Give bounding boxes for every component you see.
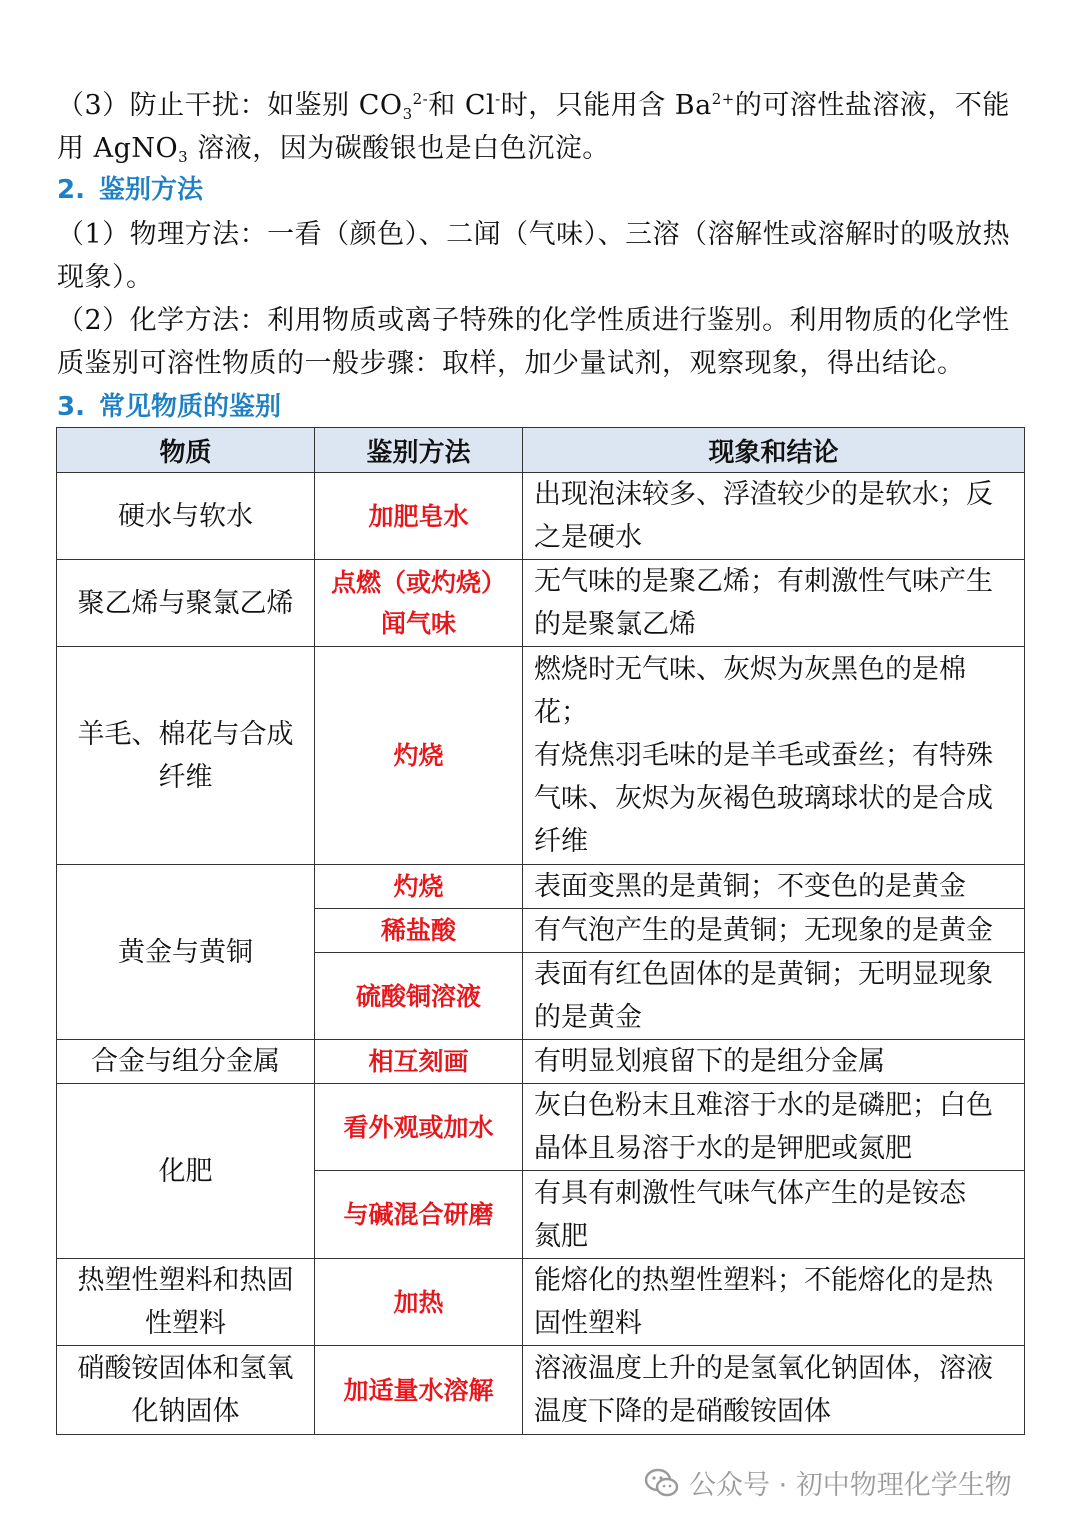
method-text: 灼烧 [393, 741, 444, 770]
result-text: 溶液温度上升的是氢氧化钠固体，溶液 [534, 1353, 993, 1384]
method-text: 加适量水溶解 [343, 1375, 494, 1405]
method-text: 相互刻画 [368, 1047, 469, 1076]
method-cell [315, 1040, 523, 1084]
method-cell [315, 1084, 523, 1171]
result-text: 温度下降的是硝酸铵固体 [534, 1396, 831, 1427]
method-text: 硫酸铜溶液 [355, 981, 481, 1011]
intro-paragraph [57, 84, 1027, 170]
table-row [57, 473, 1025, 560]
table-row [57, 647, 1025, 865]
result-text: 固性塑料 [534, 1308, 642, 1339]
substance-text: 性塑料 [145, 1308, 226, 1339]
result-cell [523, 909, 1025, 953]
substance-cell [57, 560, 315, 647]
result-cell [523, 560, 1025, 647]
table-row [57, 1084, 1025, 1171]
header-result: 现象和结论 [523, 428, 1025, 473]
section-2-heading: 2. 鉴别方法 [57, 175, 203, 205]
table-row [57, 560, 1025, 647]
method-cell [315, 647, 523, 865]
result-text: 表面变黑的是黄铜；不变色的是黄金 [534, 871, 966, 902]
substance-text: 化钠固体 [131, 1396, 240, 1427]
result-text: 无气味的是聚乙烯；有刺激性气味产生 [534, 566, 993, 597]
result-text: 纤维 [534, 826, 588, 857]
substance-text: 硬水与软水 [118, 500, 253, 532]
substance-cell [57, 1346, 315, 1435]
method-cell [315, 1346, 523, 1435]
result-text: 有气泡产生的是黄铜；无现象的是黄金 [534, 915, 993, 946]
section-3-heading: 3. 常见物质的鉴别 [57, 392, 281, 422]
substance-cell [57, 647, 315, 865]
result-text: 出现泡沫较多、浮渣较少的是软水；反 [534, 479, 993, 510]
result-cell [523, 1040, 1025, 1084]
result-text: 燃烧时无气味、灰烬为灰黑色的是棉 [534, 654, 966, 685]
substance-text: 化肥 [158, 1155, 213, 1187]
intro-line-2: 用 AgNO$_3$ 溶液，因为碳酸银也是白色沉淀。 [57, 133, 610, 166]
substance-cell [57, 473, 315, 560]
method-text: 加热 [393, 1287, 444, 1317]
identification-table [56, 427, 1025, 1435]
method-text: 灼烧 [393, 872, 444, 901]
substance-text: 羊毛、棉花与合成 [77, 718, 294, 750]
method-text: 看外观或加水 [343, 1112, 494, 1142]
physical-method-paragraph: （1）物理方法：一看（颜色）、二闻（气味）、三溶（溶解性或溶解时的吸放热现象）。 [57, 219, 1011, 293]
footer-watermark [645, 1463, 1012, 1502]
substance-text: 纤维 [158, 761, 213, 793]
method-text: 加肥皂水 [368, 501, 469, 531]
header-method: 鉴别方法 [315, 428, 523, 473]
result-text: 表面有红色固体的是黄铜；无明显现象 [534, 959, 993, 990]
substance-text: 黄金与黄铜 [118, 936, 253, 968]
result-text: 花； [534, 697, 588, 728]
method-text: 点燃（或灼烧） [330, 568, 506, 597]
method-text: 稀盐酸 [380, 916, 456, 945]
footer-text: 公众号 · 初中物理化学生物 [689, 1470, 1012, 1501]
method-cell [315, 909, 523, 953]
substance-cell [57, 1084, 315, 1259]
result-text: 的是黄金 [534, 1002, 642, 1033]
header-substance: 物质 [57, 428, 315, 473]
intro-line-1: （3）防止干扰：如鉴别 $CO_3^{2-}$和 Cl-时，只能用含 $Ba^{2+}$的可溶性盐溶液，不能 [57, 90, 1010, 123]
table-row [57, 1040, 1025, 1084]
method-cell [315, 560, 523, 647]
result-cell [523, 473, 1025, 560]
result-text: 有烧焦羽毛味的是羊毛或蚕丝；有特殊 [534, 740, 993, 771]
result-text: 能熔化的热塑性塑料；不能熔化的是热 [534, 1265, 993, 1296]
result-text: 晶体且易溶于水的是钾肥或氮肥 [534, 1133, 912, 1164]
method-cell [315, 865, 523, 909]
result-text: 有具有刺激性气味气体产生的是铵态 [534, 1177, 966, 1209]
substance-text: 合金与组分金属 [91, 1046, 280, 1077]
substance-cell [57, 865, 315, 1040]
result-cell [523, 647, 1025, 865]
result-cell [523, 1346, 1025, 1435]
method-cell [315, 953, 523, 1040]
method-cell [315, 1259, 523, 1346]
result-cell [523, 953, 1025, 1040]
method-text: 与碱混合研磨 [343, 1200, 494, 1229]
result-cell [523, 865, 1025, 909]
method-cell [315, 473, 523, 560]
substance-text: 热塑性塑料和热固 [77, 1265, 294, 1296]
result-cell [523, 1259, 1025, 1346]
method-text: 闻气味 [380, 609, 456, 638]
wechat-icon [645, 1468, 679, 1498]
result-text: 有明显划痕留下的是组分金属 [534, 1046, 885, 1077]
table-header-row [57, 428, 1025, 473]
substance-text: 聚乙烯与聚氯乙烯 [77, 587, 294, 619]
table-row [57, 865, 1025, 909]
result-text: 气味、灰烬为灰褐色玻璃球状的是合成 [534, 783, 993, 814]
substance-cell [57, 1259, 315, 1346]
table-body [57, 473, 1025, 1435]
result-cell [523, 1171, 1025, 1259]
substance-text: 硝酸铵固体和氢氧 [77, 1353, 294, 1384]
result-text: 的是聚氯乙烯 [534, 609, 696, 640]
result-cell [523, 1084, 1025, 1171]
substance-cell [57, 1040, 315, 1084]
chemical-method-paragraph: （2）化学方法：利用物质或离子特殊的化学性质进行鉴别。利用物质的化学性质鉴别可溶性物质的一般步骤：取样，加少量试剂，观察现象，得出结论。 [57, 305, 1010, 379]
result-text: 灰白色粉末且难溶于水的是磷肥；白色 [534, 1090, 993, 1121]
method-cell [315, 1171, 523, 1259]
table-row [57, 1346, 1025, 1435]
result-text: 氮肥 [534, 1220, 588, 1252]
result-text: 之是硬水 [534, 522, 642, 553]
table-row [57, 1259, 1025, 1346]
